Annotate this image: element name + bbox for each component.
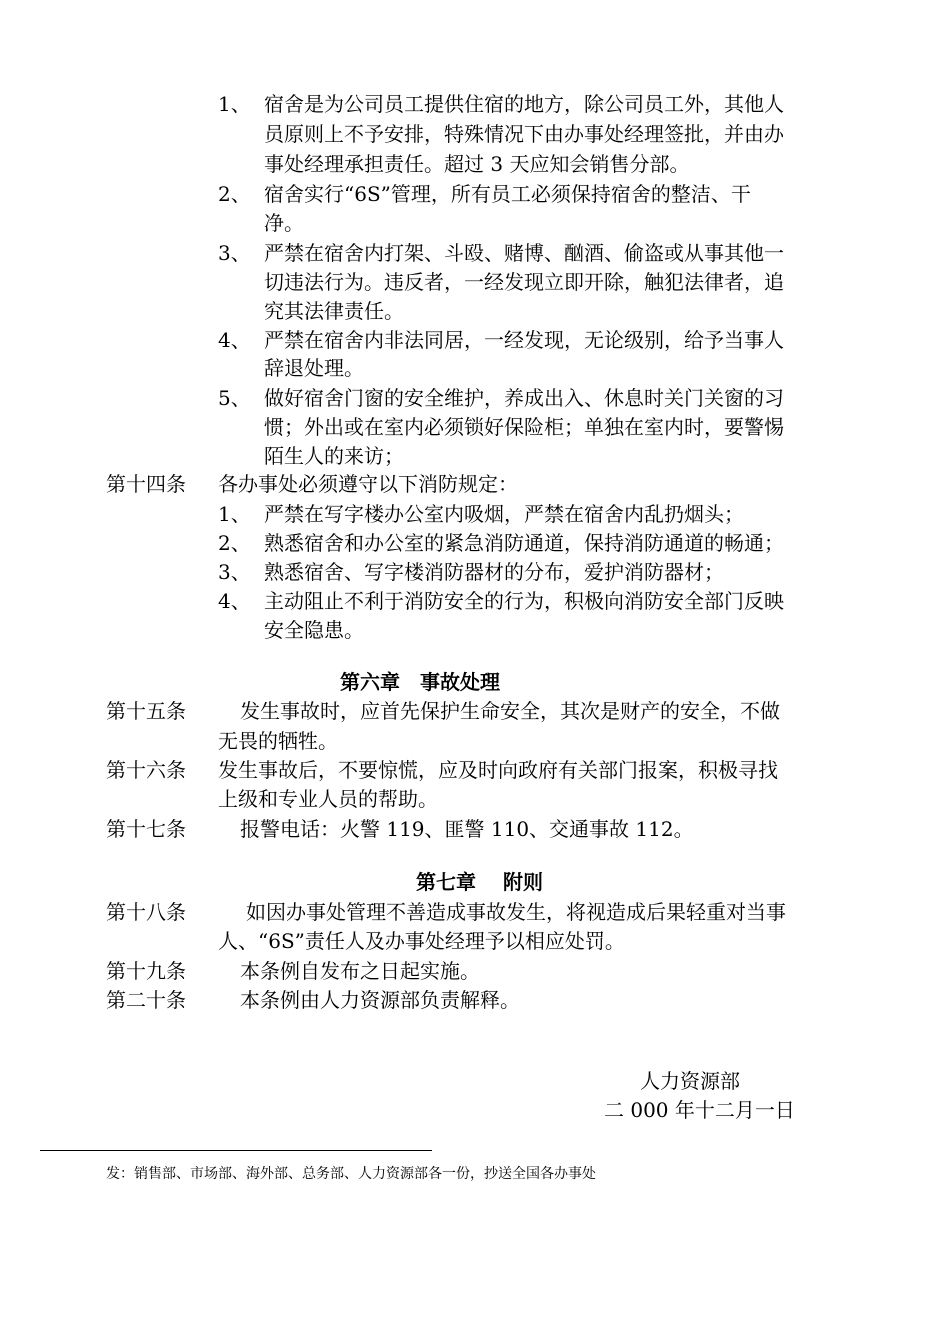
article-label: 第二十条 bbox=[106, 988, 186, 1012]
chapter-7-heading: 第七章 附则 bbox=[416, 870, 543, 894]
signature-department: 人力资源部 bbox=[640, 1069, 740, 1093]
item-text-line: 宿舍是为公司员工提供住宿的地方，除公司员工外，其他人 bbox=[264, 92, 784, 116]
item-number: 2、 bbox=[218, 182, 251, 206]
item-number: 4、 bbox=[218, 328, 251, 352]
article-text: 发生事故后，不要惊慌，应及时向政府有关部门报案，积极寻找 bbox=[218, 758, 778, 782]
article-text: 发生事故时，应首先保护生命安全，其次是财产的安全，不做 bbox=[240, 699, 780, 723]
signature-date: 二 000 年十二月一日 bbox=[604, 1098, 795, 1122]
item-text-line: 切违法行为。违反者，一经发现立即开除，触犯法律者，追 bbox=[264, 270, 784, 294]
item-text-line: 熟悉宿舍和办公室的紧急消防通道，保持消防通道的畅通； bbox=[264, 531, 784, 555]
article-text: 本条例由人力资源部负责解释。 bbox=[240, 988, 520, 1012]
item-text-line: 主动阻止不利于消防安全的行为，积极向消防安全部门反映 bbox=[264, 589, 784, 613]
distribution-footnote: 发：销售部、市场部、海外部、总务部、人力资源部各一份，抄送全国各办事处 bbox=[106, 1166, 596, 1182]
item-text-line: 熟悉宿舍、写字楼消防器材的分布，爱护消防器材； bbox=[264, 560, 724, 584]
article-label: 第十四条 bbox=[106, 472, 186, 496]
item-text-line: 辞退处理。 bbox=[264, 356, 364, 380]
article-text: 本条例自发布之日起实施。 bbox=[240, 959, 480, 983]
article-text: 如因办事处管理不善造成事故发生，将视造成后果轻重对当事 bbox=[246, 900, 786, 924]
article-label: 第十六条 bbox=[106, 758, 186, 782]
item-text-line: 惯；外出或在室内必须锁好保险柜；单独在室内时，要警惕 bbox=[264, 415, 784, 439]
item-text-line: 陌生人的来访； bbox=[264, 444, 404, 468]
footnote-divider bbox=[40, 1150, 432, 1151]
item-text-line: 严禁在宿舍内非法同居，一经发现，无论级别，给予当事人 bbox=[264, 328, 784, 352]
article-text: 各办事处必须遵守以下消防规定： bbox=[218, 472, 518, 496]
item-text-line: 安全隐患。 bbox=[264, 618, 364, 642]
chapter-6-heading: 第六章 事故处理 bbox=[340, 670, 500, 694]
article-text: 无畏的牺牲。 bbox=[218, 729, 338, 753]
item-text-line: 净。 bbox=[264, 211, 304, 235]
item-number: 1、 bbox=[218, 502, 251, 526]
item-number: 2、 bbox=[218, 531, 251, 555]
item-text-line: 做好宿舍门窗的安全维护，养成出入、休息时关门关窗的习 bbox=[264, 386, 784, 410]
item-text-line: 严禁在写字楼办公室内吸烟，严禁在宿舍内乱扔烟头； bbox=[264, 502, 744, 526]
article-text: 报警电话：火警 119、匪警 110、交通事故 112。 bbox=[240, 817, 694, 841]
item-text-line: 究其法律责任。 bbox=[264, 299, 404, 323]
item-number: 3、 bbox=[218, 560, 251, 584]
item-text-line: 严禁在宿舍内打架、斗殴、赌博、酗酒、偷盗或从事其他一 bbox=[264, 241, 784, 265]
item-number: 5、 bbox=[218, 386, 251, 410]
item-text-line: 员原则上不予安排，特殊情况下由办事处经理签批，并由办 bbox=[264, 122, 784, 146]
item-text-line: 宿舍实行“6S”管理，所有员工必须保持宿舍的整洁、干 bbox=[264, 182, 751, 206]
article-label: 第十八条 bbox=[106, 900, 186, 924]
article-label: 第十七条 bbox=[106, 817, 186, 841]
article-label: 第十九条 bbox=[106, 959, 186, 983]
article-label: 第十五条 bbox=[106, 699, 186, 723]
item-number: 4、 bbox=[218, 589, 251, 613]
item-number: 3、 bbox=[218, 241, 251, 265]
item-text-line: 事处经理承担责任。超过 3 天应知会销售分部。 bbox=[264, 152, 690, 176]
item-number: 1、 bbox=[218, 92, 251, 116]
article-text: 上级和专业人员的帮助。 bbox=[218, 787, 438, 811]
article-text: 人、“6S”责任人及办事处经理予以相应处罚。 bbox=[218, 929, 625, 953]
